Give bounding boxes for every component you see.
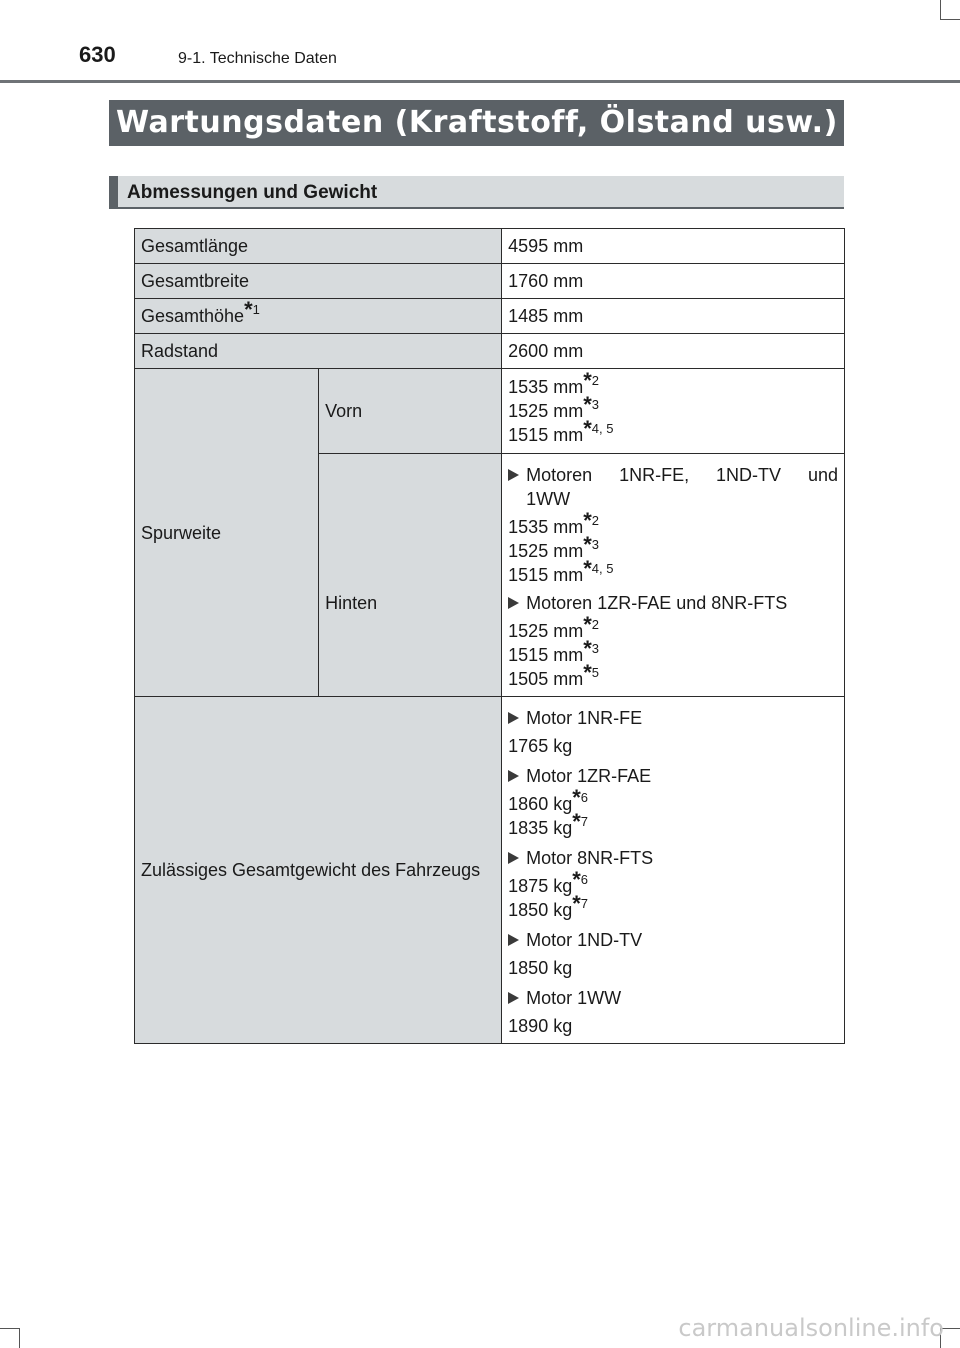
value-text: 1875 kg [508, 876, 573, 896]
value-line [508, 532, 838, 563]
footnote-star: * [583, 556, 592, 581]
engine-group-heading [508, 846, 838, 870]
footnote-star: * [583, 660, 592, 685]
engine-group-heading [508, 591, 838, 615]
engine-group-heading [508, 986, 838, 1010]
page-number: 630 [79, 42, 116, 67]
value-line: 1765 kg [508, 736, 573, 756]
footnote-star: * [572, 867, 581, 892]
footnote-star: * [583, 532, 592, 557]
engine-group-heading [508, 764, 838, 788]
value-line [508, 508, 838, 539]
table-row [135, 264, 845, 299]
value-text: 1505 mm [508, 669, 584, 689]
footnote-star: * [583, 508, 592, 533]
value-text: 1535 mm [508, 377, 584, 397]
header-rule [0, 80, 960, 83]
engine-heading-text: Motor 1ZR-FAE [526, 766, 652, 786]
sub-label-rear: Hinten [319, 454, 502, 697]
triangle-bullet-icon [508, 852, 519, 864]
row-value: 4595 mm [502, 229, 845, 264]
page-title: Wartungsdaten (Kraftstoff, Ölstand usw.) [109, 100, 844, 146]
footnote-ref: 1 [252, 302, 260, 317]
footnote-star: * [583, 636, 592, 661]
table-row [135, 369, 845, 454]
crop-mark [19, 1328, 20, 1348]
value-text: 1535 mm [508, 517, 584, 537]
row-label: Gesamtlänge [135, 229, 502, 264]
table-row [135, 697, 845, 1044]
footnote-star: * [244, 297, 253, 322]
sub-label-front: Vorn [319, 369, 502, 454]
value-line [508, 392, 838, 423]
rear-values [502, 454, 845, 697]
value-line [508, 368, 838, 399]
value-line: 1850 kg [508, 958, 573, 978]
value-line [508, 660, 838, 691]
footnote-star: * [583, 368, 592, 393]
crop-mark [940, 0, 941, 20]
value-line [508, 636, 838, 667]
footnote-ref: 2 [591, 617, 599, 632]
footnote-ref: 3 [591, 397, 599, 412]
value-text: 1525 mm [508, 401, 584, 421]
engine-heading-text [526, 463, 838, 511]
footnote-ref: 2 [591, 373, 599, 388]
value-line [508, 867, 838, 898]
watermark: carmanualsonline.info [678, 1314, 944, 1342]
footnote-star: * [572, 809, 581, 834]
footnote-ref: 4, 5 [591, 561, 614, 576]
footnote-star: * [572, 785, 581, 810]
value-text: 1835 kg [508, 818, 573, 838]
footnote-ref: 6 [580, 872, 589, 887]
value-line [508, 612, 838, 643]
footnote-ref: 7 [580, 896, 589, 911]
footnote-star: * [583, 416, 592, 441]
triangle-bullet-icon [508, 469, 519, 481]
footnote-star: * [572, 891, 581, 916]
row-label: Zulässiges Gesamtgewicht des Fahrzeugs [135, 697, 502, 1044]
engine-heading-text: Motor 1WW [526, 988, 622, 1008]
engine-heading-text: Motoren 1ZR-FAE und 8NR-FTS [526, 593, 788, 613]
value-text: 1860 kg [508, 794, 573, 814]
engine-group-heading [508, 928, 838, 952]
value-line [508, 785, 838, 816]
row-label: Gesamtbreite [135, 264, 502, 299]
row-value: 2600 mm [502, 334, 845, 369]
section-label: 9-1. Technische Daten [178, 50, 337, 67]
footnote-ref: 6 [580, 790, 589, 805]
value-text: 1525 mm [508, 621, 584, 641]
footnote-ref: 5 [591, 665, 599, 680]
dimensions-table [134, 228, 845, 1044]
footnote-ref: 2 [591, 513, 599, 528]
footnote-star: * [583, 392, 592, 417]
triangle-bullet-icon [508, 770, 519, 782]
table-row [135, 299, 845, 334]
triangle-bullet-icon [508, 992, 519, 1004]
table-row [135, 229, 845, 264]
row-value: 1485 mm [502, 299, 845, 334]
value-text: 1850 kg [508, 900, 573, 920]
value-line [508, 556, 838, 587]
triangle-bullet-icon [508, 597, 519, 609]
row-label: Gesamthöhe [141, 306, 245, 326]
engine-heading-text: Motor 8NR-FTS [526, 848, 654, 868]
front-values [502, 369, 845, 454]
value-text: 1515 mm [508, 425, 584, 445]
triangle-bullet-icon [508, 934, 519, 946]
row-value: 1760 mm [502, 264, 845, 299]
footnote-ref: 7 [580, 814, 589, 829]
crop-mark [940, 19, 960, 20]
weight-values [502, 697, 845, 1044]
row-label: Radstand [135, 334, 502, 369]
section-subheading: Abmessungen und Gewicht [109, 176, 844, 209]
value-text: 1515 mm [508, 645, 584, 665]
engine-heading-line: 1WW [526, 489, 571, 509]
footnote-star: * [583, 612, 592, 637]
triangle-bullet-icon [508, 712, 519, 724]
engine-group-heading [508, 706, 838, 730]
value-text: 1515 mm [508, 565, 584, 585]
row-label-cell [135, 299, 502, 334]
engine-heading-text: Motor 1ND-TV [526, 930, 643, 950]
value-line [508, 891, 838, 922]
engine-group-heading [508, 463, 838, 511]
footnote-ref: 4, 5 [591, 421, 614, 436]
row-label: Spurweite [135, 369, 319, 697]
crop-mark [0, 1328, 20, 1329]
table-row [135, 334, 845, 369]
engine-heading-text: Motor 1NR-FE [526, 708, 643, 728]
value-text: 1525 mm [508, 541, 584, 561]
value-line [508, 416, 838, 447]
footnote-ref: 3 [591, 641, 599, 656]
value-line [508, 809, 838, 840]
value-line: 1890 kg [508, 1016, 573, 1036]
footnote-ref: 3 [591, 537, 599, 552]
engine-heading-line: Motoren 1NR-FE, 1ND-TV und [526, 465, 838, 485]
